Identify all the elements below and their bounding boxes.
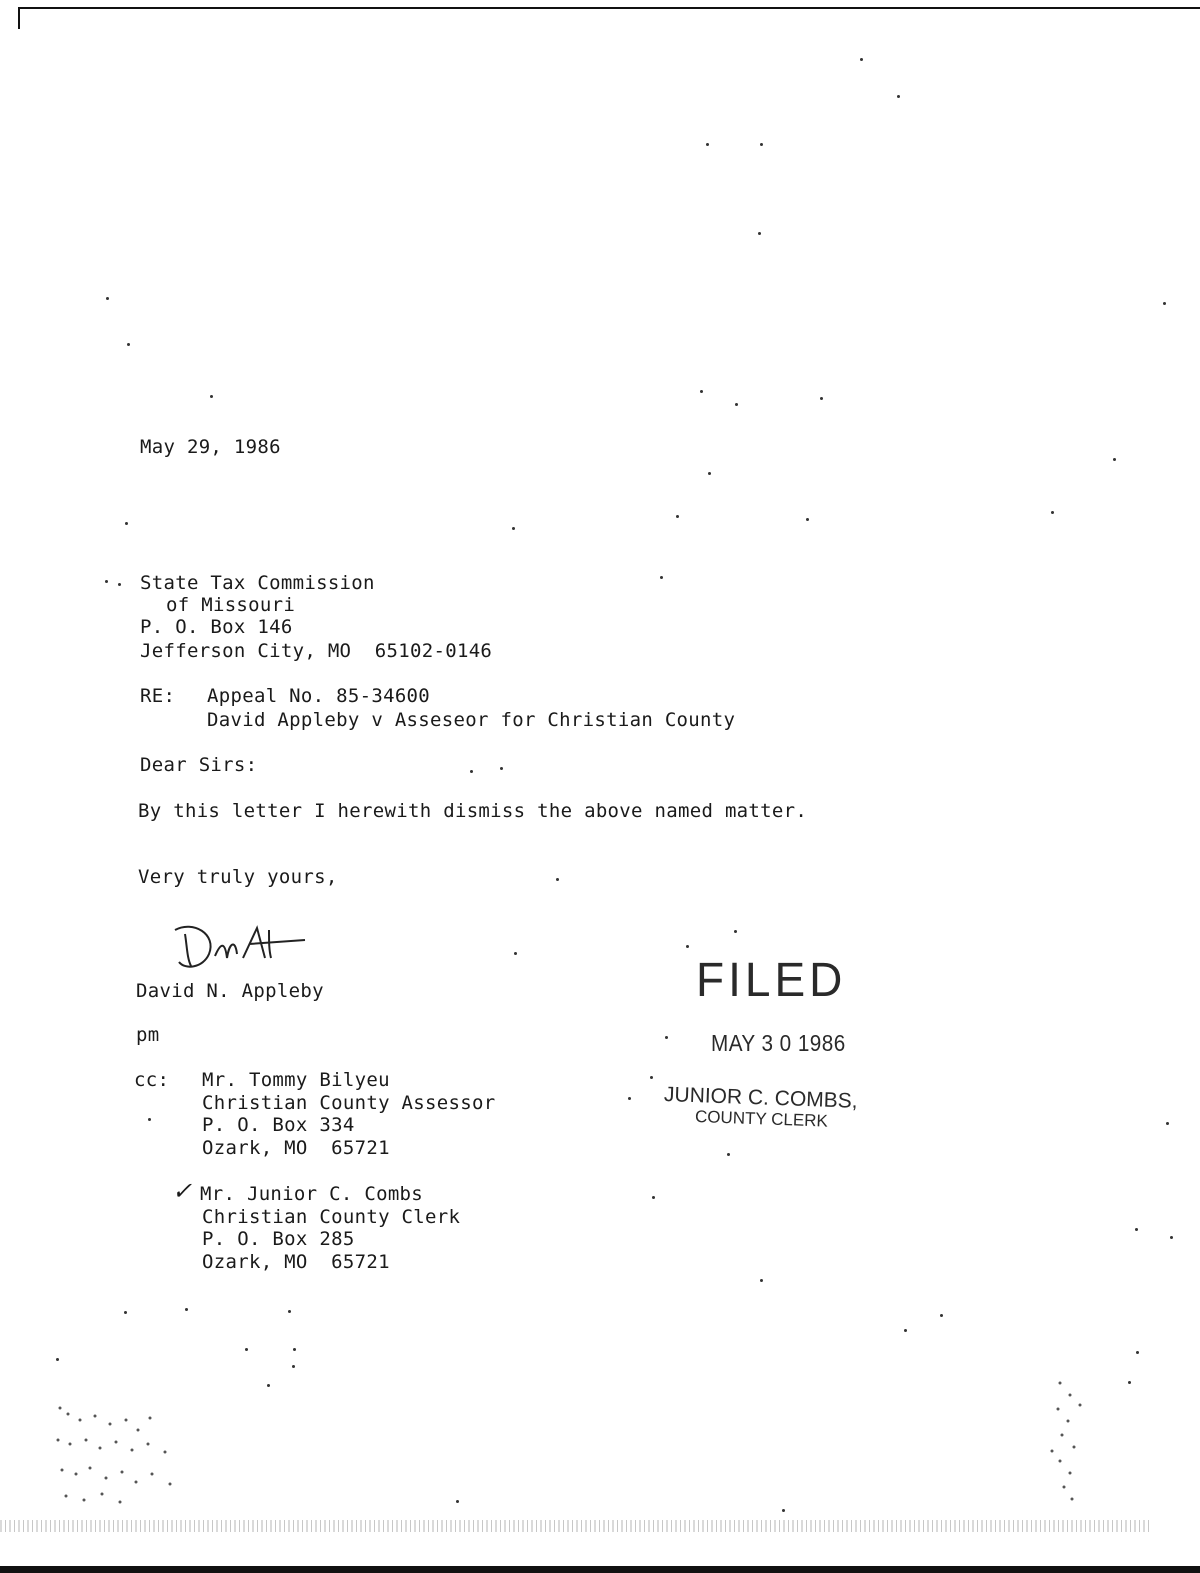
page-left-border — [18, 7, 20, 29]
typist-initials: pm — [136, 1024, 160, 1046]
salutation: Dear Sirs: — [140, 754, 258, 776]
signature — [165, 918, 315, 978]
stamp-name: JUNIOR C. COMBS, — [663, 1083, 858, 1113]
re-appeal-number: Appeal No. 85-34600 — [207, 685, 431, 707]
bottom-right-scan-noise — [1040, 1375, 1090, 1515]
bottom-left-scan-noise — [40, 1400, 190, 1510]
cc1-line-2: Christian County Assessor — [202, 1092, 496, 1114]
page-top-border — [18, 7, 1200, 9]
letter-body: By this letter I herewith dismiss the above named matter. — [138, 800, 808, 822]
cc-label: cc: — [134, 1069, 170, 1091]
letter-date: May 29, 1986 — [140, 436, 281, 458]
stamp-filed: FILED — [696, 951, 847, 1007]
cc1-line-4: Ozark, MO 65721 — [202, 1137, 390, 1159]
stamp-date: MAY 3 0 1986 — [711, 1030, 846, 1056]
recipient-line-4: Jefferson City, MO 65102-0146 — [140, 640, 493, 662]
recipient-line-1: State Tax Commission — [140, 572, 375, 594]
re-case-title: David Appleby v Asseseor for Christian County — [207, 709, 736, 731]
check-mark-icon: ✓ — [172, 1177, 193, 1205]
page-bottom-border — [0, 1566, 1200, 1573]
cc1-line-3: P. O. Box 334 — [202, 1114, 355, 1136]
recipient-line-3: P. O. Box 146 — [140, 616, 293, 638]
cc1-line-1: Mr. Tommy Bilyeu — [202, 1069, 390, 1091]
cc2-line-3: P. O. Box 285 — [202, 1228, 355, 1250]
signer-name: David N. Appleby — [136, 980, 324, 1002]
closing: Very truly yours, — [138, 866, 338, 888]
re-label: RE: — [140, 685, 176, 707]
cc2-line-1: Mr. Junior C. Combs — [200, 1183, 424, 1205]
recipient-line-2: of Missouri — [166, 594, 296, 616]
stamp-title: COUNTY CLERK — [694, 1107, 829, 1131]
bottom-scan-strip — [0, 1520, 1150, 1532]
cc2-line-2: Christian County Clerk — [202, 1206, 461, 1228]
cc2-line-4: Ozark, MO 65721 — [202, 1251, 390, 1273]
